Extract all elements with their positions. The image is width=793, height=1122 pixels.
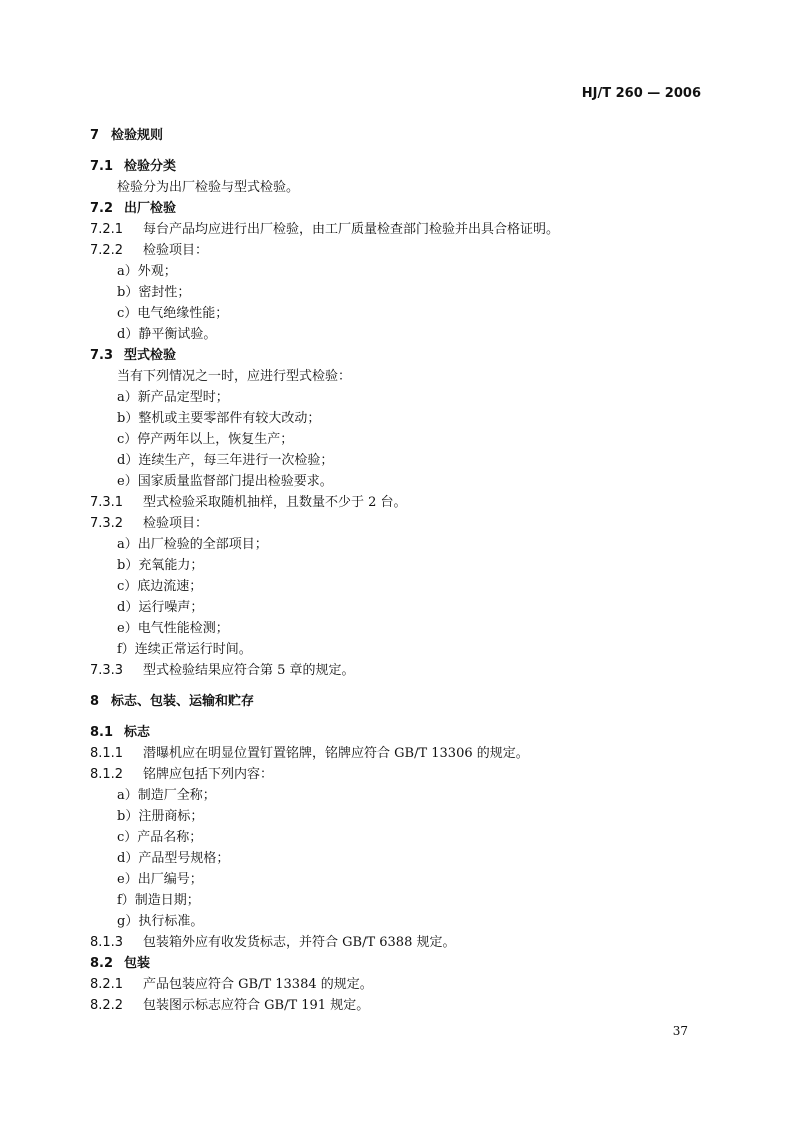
clause-text: 检验规则 [111, 128, 164, 143]
clause-text: 型式检验采取随机抽样，且数量不少于 2 台。 [143, 495, 407, 510]
clause-text: 标志、包装、运输和贮存 [111, 694, 255, 709]
clause-text: b）整机或主要零部件有较大改动； [117, 411, 321, 426]
clause-text: a）出厂检验的全部项目； [117, 537, 268, 552]
clause-text: 每台产品均应进行出厂检验，由工厂质量检查部门检验并出具合格证明。 [143, 222, 560, 237]
clause-text: e）电气性能检测； [117, 621, 229, 636]
clause-text: a）新产品定型时； [117, 390, 229, 405]
clause-text: 潜曝机应在明显位置钉置铭牌，铭牌应符合 GB/T 13306 的规定。 [143, 746, 529, 761]
clause-text: 型式检验结果应符合第 5 章的规定。 [143, 663, 355, 678]
clause-text: e）出厂编号； [117, 872, 203, 887]
clause-text: 标志 [124, 725, 151, 740]
clause-number: 7.3.3 [90, 663, 124, 678]
clause-number: 8.1.2 [90, 767, 124, 782]
clause-number: 7.2.2 [90, 243, 124, 258]
clause-number: 7.2 [90, 201, 114, 216]
clause-text: 出厂检验 [124, 201, 177, 216]
clause-text: 检验分类 [124, 159, 177, 174]
clause-number: 8.1.3 [90, 935, 124, 950]
clause-number: 7.3 [90, 348, 114, 363]
clause-text: b）密封性； [117, 285, 191, 300]
clause-text: g）执行标准。 [117, 914, 204, 929]
clause-text: 包装箱外应有收发货标志，并符合 GB/T 6388 规定。 [143, 935, 456, 950]
clause-text: b）注册商标； [117, 809, 204, 824]
clause-number: 8 [90, 694, 100, 709]
clause-text: 检验项目： [143, 243, 209, 258]
clause-text: 产品包装应符合 GB/T 13384 的规定。 [143, 977, 373, 992]
clause-number: 8.2.1 [90, 977, 124, 992]
clause-text: c）产品名称； [117, 830, 203, 845]
clause-text: 当有下列情况之一时，应进行型式检验： [117, 369, 352, 384]
clause-text: f）连续正常运行时间。 [117, 642, 252, 657]
clause-text: d）连续生产，每三年进行一次检验； [117, 453, 334, 468]
clause-text: c）停产两年以上，恢复生产； [117, 432, 294, 447]
clause-number: 7.3.2 [90, 516, 124, 531]
clause-number: 7.2.1 [90, 222, 124, 237]
clause-text: 铭牌应包括下列内容： [143, 767, 274, 782]
clause-text: 包装 [124, 956, 151, 971]
clause-number: 7.1 [90, 159, 114, 174]
clause-text: 检验分为出厂检验与型式检验。 [117, 180, 300, 195]
clause-number: 8.2 [90, 956, 114, 971]
clause-number: 7 [90, 128, 100, 143]
clause-text: c）底边流速； [117, 579, 203, 594]
standard-code-header: HJ/T 260 — 2006 [581, 86, 701, 101]
clause-number: 8.1.1 [90, 746, 124, 761]
clause-text: d）产品型号规格； [117, 851, 230, 866]
clause-text: b）充氧能力； [117, 558, 204, 573]
clause-text: d）静平衡试验。 [117, 327, 217, 342]
clause-text: 包装图示标志应符合 GB/T 191 规定。 [143, 998, 370, 1013]
clause-text: 检验项目： [143, 516, 209, 531]
clause-text: c）电气绝缘性能； [117, 306, 229, 321]
page-number: 37 [672, 1024, 688, 1038]
clause-text: d）运行噪声； [117, 600, 204, 615]
clause-text: a）制造厂全称； [117, 788, 216, 803]
clause-number: 7.3.1 [90, 495, 124, 510]
clause-text: a）外观； [117, 264, 177, 279]
clause-text: 型式检验 [124, 348, 177, 363]
clause-number: 8.1 [90, 725, 114, 740]
clause-text: f）制造日期； [117, 893, 200, 908]
clause-text: e）国家质量监督部门提出检验要求。 [117, 474, 333, 489]
clause-number: 8.2.2 [90, 998, 124, 1013]
